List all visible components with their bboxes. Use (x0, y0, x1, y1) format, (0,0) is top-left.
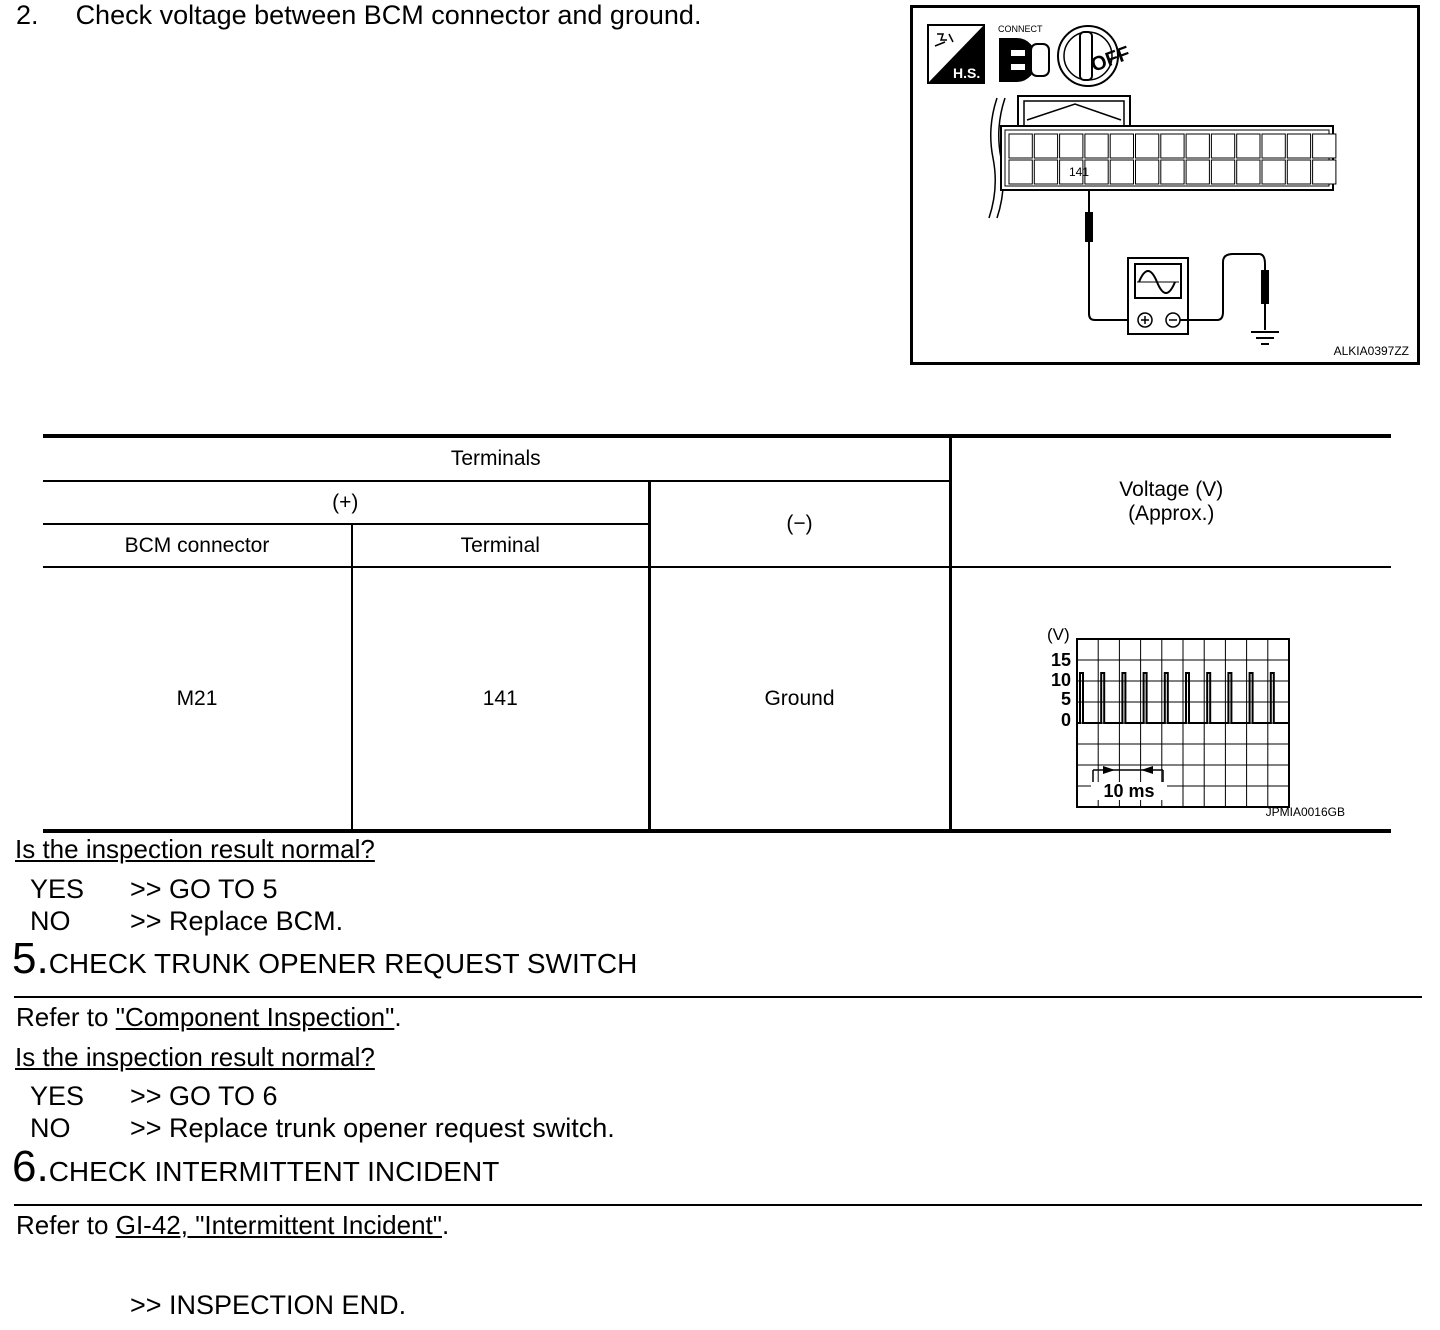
question-2: Is the inspection result normal? (15, 1042, 375, 1072)
voltage-header-line2: (Approx.) (1128, 502, 1215, 525)
answer-1-yes (30, 874, 278, 905)
step-2-number: 2. (16, 0, 39, 30)
answer-2-yes-key: YES (30, 1081, 85, 1111)
connector-cavity (1313, 134, 1336, 158)
plus-header: (+) (43, 481, 649, 524)
step-5-heading (12, 934, 637, 984)
connector-cavity (1034, 160, 1057, 184)
waveform-unit: (V) (1047, 624, 1070, 644)
step-6-reference (16, 1210, 449, 1241)
connector-cavity (1136, 134, 1159, 158)
answer-1-yes-key: YES (30, 874, 85, 904)
cell-minus: Ground (649, 567, 950, 831)
connector-diagram-svg (913, 8, 1417, 362)
hs-label: H.S. (953, 65, 981, 81)
waveform-y-tick: 0 (1061, 709, 1072, 730)
answer-1-yes-text: >> GO TO 5 (130, 874, 278, 904)
connector-cavity (1161, 134, 1184, 158)
divider (14, 1204, 1422, 1206)
minus-header: (−) (649, 481, 950, 567)
answer-2-no-text: >> Replace trunk opener request switch. (130, 1113, 615, 1143)
connector-cavity (1287, 134, 1310, 158)
waveform-time-label: 10 ms (1103, 780, 1155, 801)
terminals-header: Terminals (43, 436, 950, 481)
connector-cavity (1186, 160, 1209, 184)
question-1: Is the inspection result normal? (15, 834, 375, 864)
intermittent-incident-link[interactable]: GI-42, "Intermittent Incident" (115, 1210, 442, 1240)
voltage-waveform (961, 584, 1381, 814)
answer-1-no-text: >> Replace BCM. (130, 906, 344, 936)
step-6-title: CHECK INTERMITTENT INCIDENT (48, 1156, 500, 1187)
connect-label: CONNECT (998, 24, 1043, 34)
ignition-off-icon (1058, 26, 1133, 86)
waveform-y-tick: 15 (1051, 649, 1072, 670)
step-6-heading (12, 1142, 499, 1192)
answer-2-yes-text: >> GO TO 6 (130, 1081, 278, 1111)
connector-cavity (1085, 134, 1108, 158)
cell-bcm-connector: M21 (43, 567, 352, 831)
connector-cavity (1136, 160, 1159, 184)
connector-cavity (1211, 160, 1234, 184)
connector-cavity (1060, 134, 1083, 158)
connector-cavity (1287, 160, 1310, 184)
step-5-refer-prefix: Refer to (16, 1002, 116, 1032)
voltmeter-icon (1128, 258, 1188, 334)
table-row (43, 567, 1391, 831)
step-6-refer-prefix: Refer to (16, 1210, 116, 1240)
connector-cavity (1262, 134, 1285, 158)
cell-terminal: 141 (352, 567, 649, 831)
connector-cavity (1161, 160, 1184, 184)
answer-2-no (30, 1113, 615, 1144)
connector-cavity (1211, 134, 1234, 158)
waveform-y-ticks (1051, 650, 1071, 730)
terminal-141-label: 141 (1068, 165, 1090, 179)
component-inspection-link[interactable]: "Component Inspection" (115, 1002, 395, 1032)
voltage-header (950, 436, 1391, 567)
answer-2-yes (30, 1081, 278, 1112)
terminal-header: Terminal (352, 524, 649, 567)
connector-cavity (1009, 134, 1032, 158)
bcm-connector-header: BCM connector (124, 533, 270, 557)
voltage-header-line1: Voltage (V) (1119, 478, 1224, 501)
connector-cavity (1237, 160, 1260, 184)
waveform-code-label: JPMIA0016GB (1265, 805, 1345, 819)
connector-diagram (910, 5, 1420, 365)
step-5-reference (16, 1002, 402, 1033)
waveform-y-tick: 5 (1061, 688, 1072, 709)
step-5-refer-suffix: . (394, 1002, 402, 1032)
connector-cavity (1186, 134, 1209, 158)
connector-cavity (1313, 160, 1336, 184)
connector-cavity (1262, 160, 1285, 184)
figure-1-code: ALKIA0397ZZ (1333, 344, 1409, 358)
answer-1-no-key: NO (30, 906, 71, 936)
connector-cavity (1110, 160, 1133, 184)
answer-2-no-key: NO (30, 1113, 71, 1143)
step-5-title: CHECK TRUNK OPENER REQUEST SWITCH (48, 948, 638, 979)
hs-icon (928, 25, 984, 83)
terminal-voltage-table (43, 434, 1391, 833)
connector-cavity (1237, 134, 1260, 158)
step-5-number: 5. (12, 934, 49, 983)
step-2-line (16, 0, 701, 31)
waveform-y-tick: 10 (1051, 669, 1072, 690)
connector-cavity (1034, 134, 1057, 158)
inspection-end: >> INSPECTION END. (130, 1290, 407, 1320)
step-6-number: 6. (12, 1142, 49, 1191)
cell-voltage-waveform (950, 567, 1391, 831)
connect-icon (998, 24, 1049, 82)
connector-cavity (1110, 134, 1133, 158)
answer-1-no (30, 906, 343, 937)
divider (14, 996, 1422, 998)
off-label: OFF (1088, 42, 1134, 77)
step-6-refer-suffix: . (442, 1210, 450, 1240)
ground-icon (1251, 332, 1279, 344)
step-2-text: Check voltage between BCM connector and ground. (75, 0, 702, 30)
connector-cavity (1009, 160, 1032, 184)
